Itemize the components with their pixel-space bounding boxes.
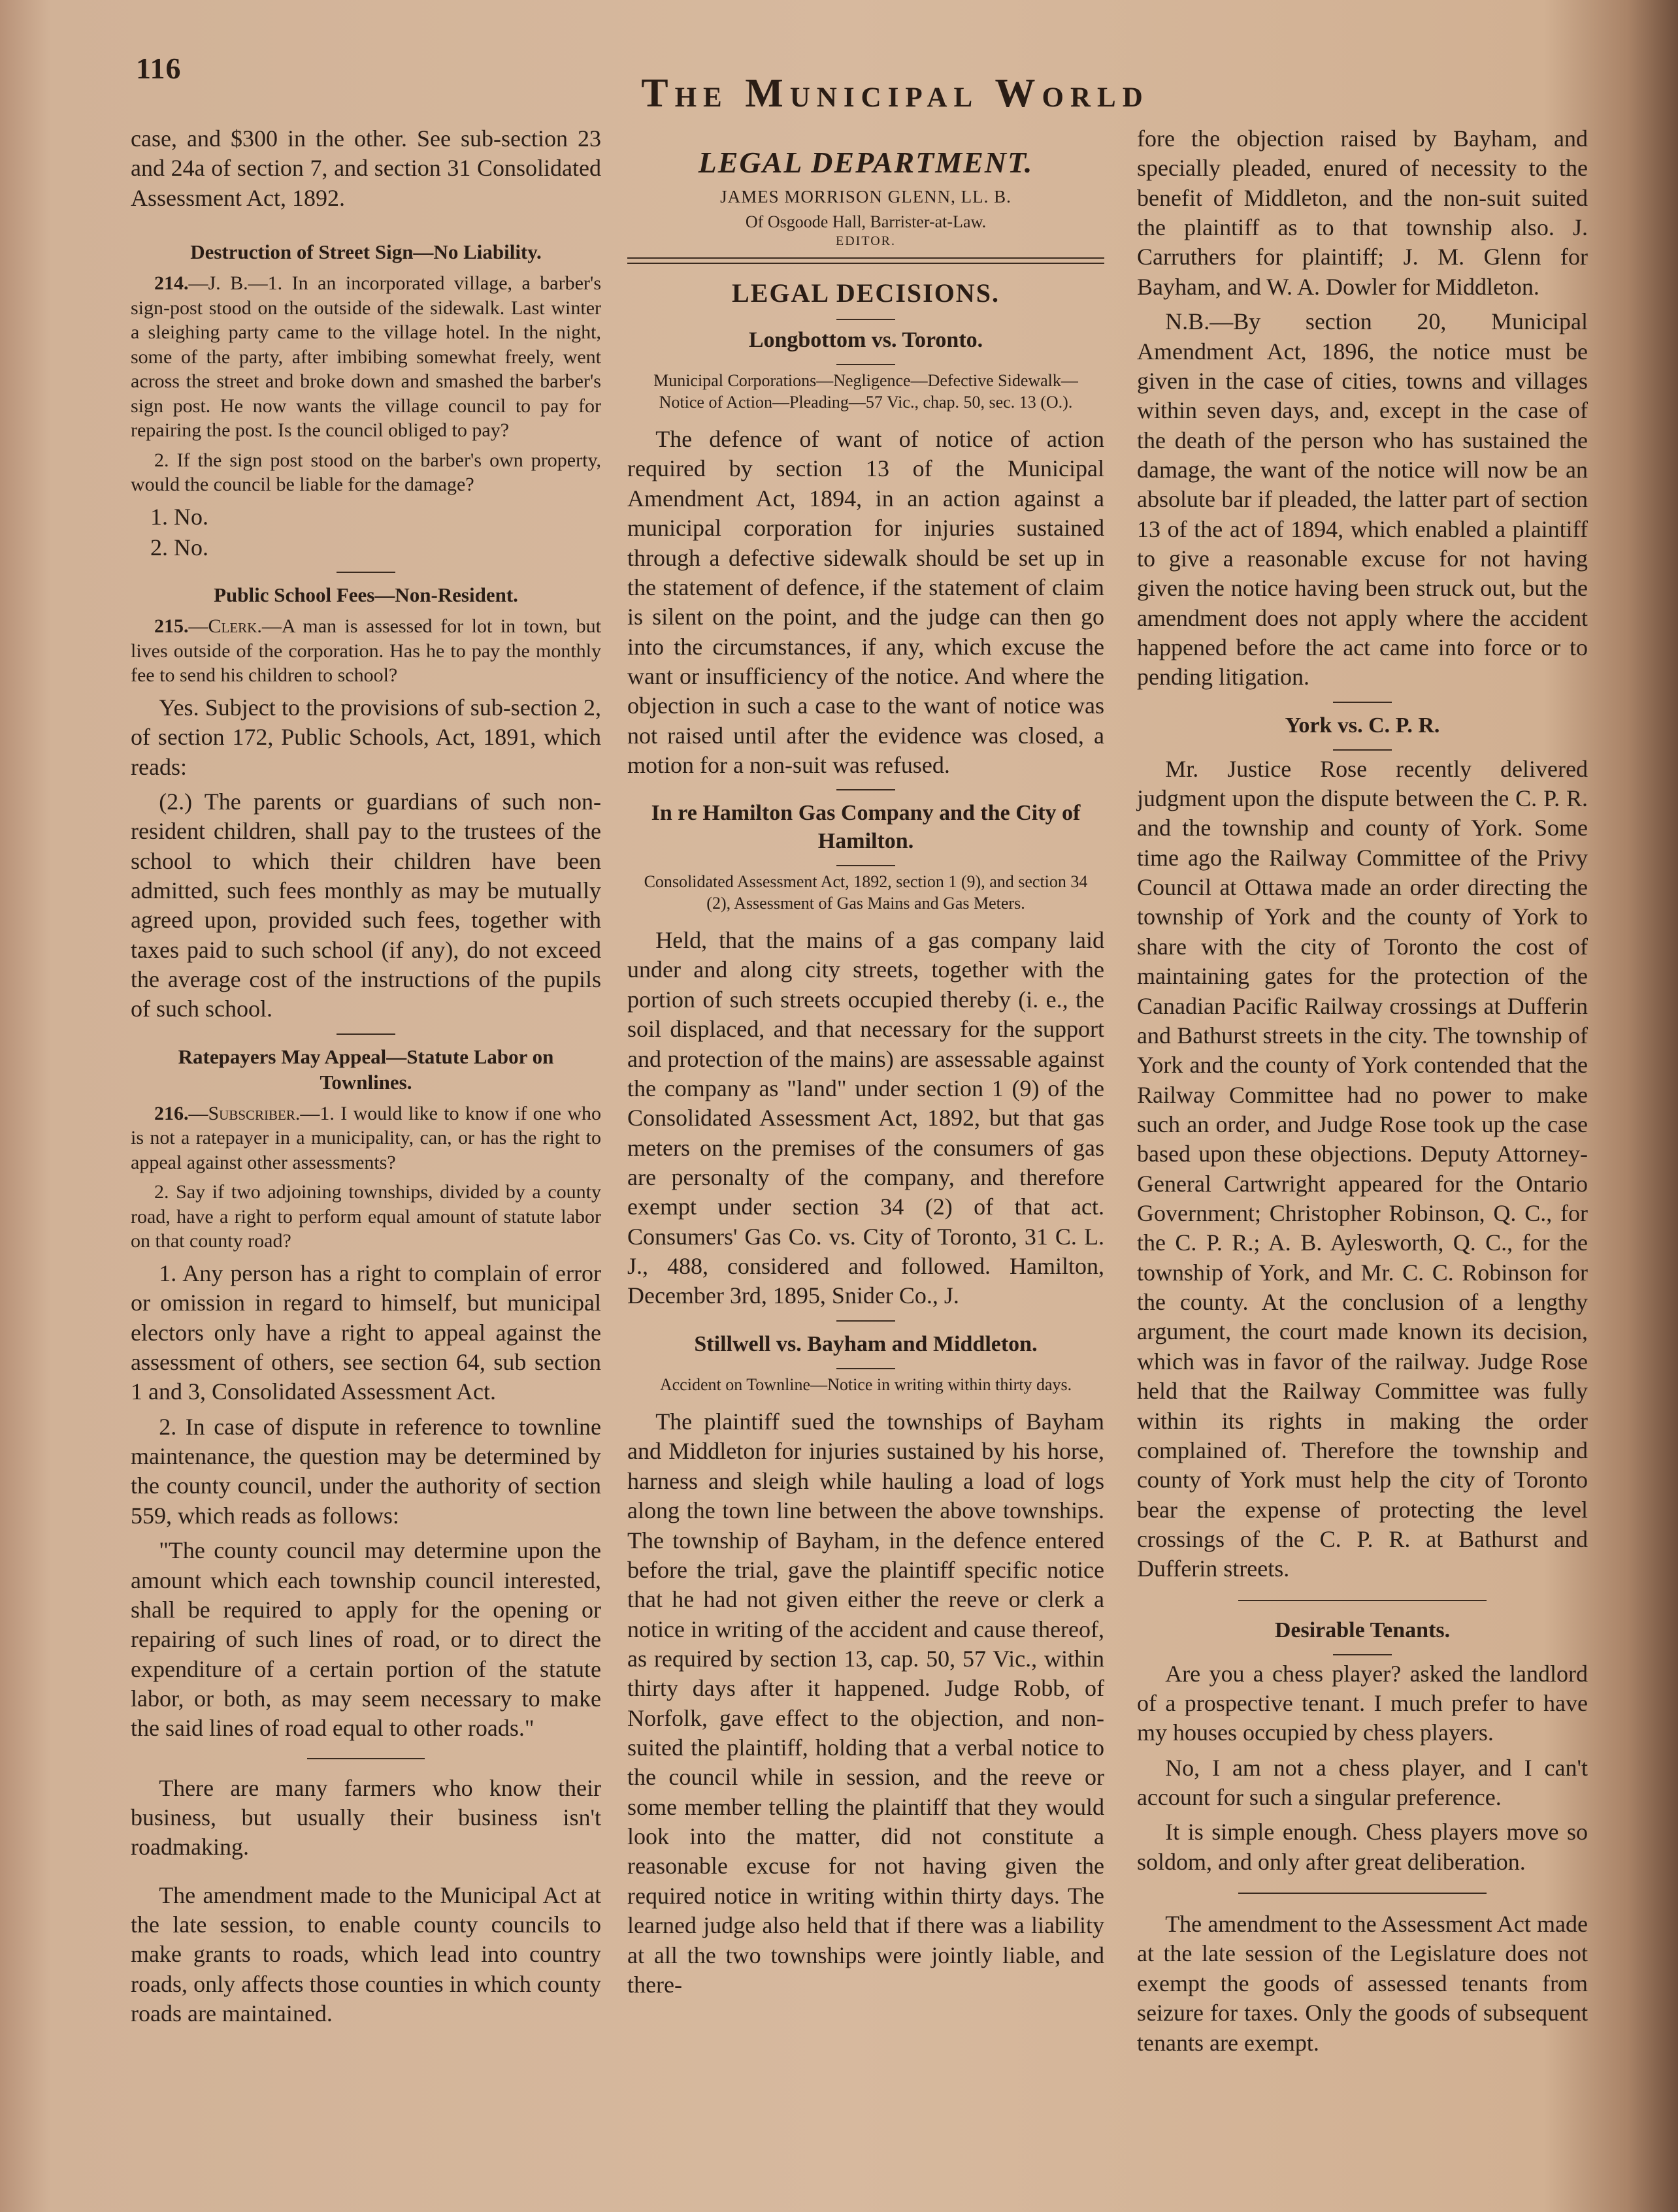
legal-decisions-title: LEGAL DECISIONS. [732,278,1000,308]
divider [836,1320,895,1322]
editor-role: EDITOR. [836,233,896,248]
tenants-paragraph-3: It is simple enough. Chess players move so soldom, and only after great deliberation. [1137,1819,1588,1875]
divider [1238,1893,1487,1894]
case-text-longbottom: The defence of want of notice of action required by section 13 of the Municipal Amendment Act, 1894, in an action against a municipal corporation for injuries sustained through a defective sidewalk should be set up in the statement of defence, if the statement of claim is silent on the point, and the judge can then go into the circumstances, if any, which excuse the want or insufficiency of the notice. And where the objection in such a case to the want of notice was not raised until after the evidence was closed, a motion for a non-suit was refused. [627,426,1104,779]
editor-location: Of Osgoode Hall, Barrister-at-Law. [745,212,987,231]
divider [836,865,895,866]
question-body: —A man is assessed for lot in town, but lives outside of the corporation. Has he to pay the monthly fee to send his children to school? [131,615,601,687]
case-continuation-stillwell: fore the objection raised by Bayham, and specially pleaded, enured of necessity to the benefit of Middleton, and the non-suit suited the plaintiff as to that township also. J. Carruthers for plaintiff; J. M. Glenn for Bayham, and W. A. Dowler for Middleton. [1137,125,1588,300]
question-number: 215. [154,615,189,638]
answer-214-1: 1. No. [150,503,208,530]
divider [307,1758,425,1759]
double-rule [627,257,1104,264]
question-number: 216. [154,1102,189,1124]
assessment-amendment-paragraph: The amendment to the Assessment Act made at the late session of the Legislature does not exempt the goods of assessed tenants from seizure for taxes. Only the goods of subsequent tenants are exempt. [1137,1911,1588,2056]
amendment-paragraph: The amendment made to the Municipal Act at the late session, to enable county councils to make grants to roads, which lead into country roads, only affects those counties in which county roads are maintained. [131,1881,601,2027]
divider [836,1368,895,1369]
divider [1333,702,1392,703]
question-214-text [131,271,601,443]
column-left [131,124,601,2034]
column-intro-paragraph: case, and $300 in the other. See sub-section 23 and 24a of section 7, and section 31 Consolidated Assessment Act, 1892. [131,125,601,211]
legal-department-title: LEGAL DEPARTMENT. [698,146,1034,179]
divider [1238,1600,1487,1601]
answer-215: Yes. Subject to the provisions of sub-section 2, of section 172, Public Schools, Act, 1891, which reads: [131,694,601,780]
question-216-text: 216.—Subscriber.—1. I would like to know if one who is not a ratepayer in a municipality, can, or has the right to appeal against other assessments? [131,1102,601,1173]
question-216-heading: Ratepayers May Appeal—Statute Labor on Townlines. [178,1045,554,1094]
answer-216-1: 1. Any person has a right to complain of error or omission in regard to himself, but municipal electors only have a right to appeal against the assessment of others, see section 64, sub section 1 and 3, Consolidated Assessment Act. [131,1260,601,1405]
question-214-heading: Destruction of Street Sign—No Liability. [190,240,542,264]
answer-214-2: 2. No. [150,534,208,561]
case-title-longbottom: Longbottom vs. Toronto. [748,328,983,353]
case-title-hamilton-gas: In re Hamilton Gas Company and the City of Hamilton. [651,801,1081,854]
case-summary-hamilton-gas: Consolidated Assessment Act, 1892, section 1 (9), and section 34 (2), Assessment of Gas Mains and Gas Meters. [644,872,1088,913]
question-number: 214. [154,272,189,295]
divider [337,572,395,573]
question-body: —J. B.—1. In an incorporated village, a barber's sign-post stood on the outside of the sidewalk. Last winter a sleighing party came to the village hotel. In the night, some of the party, after imbibing somewhat freely, went across the street and broke down and smashed the barber's sign post. He now wants the village council to pay for repairing the post. Is the council obliged to pay? [131,272,601,442]
question-body: —1. I would like to know if one who is not a ratepayer in a municipality, can, or has the right to appeal against other assessments? [131,1102,601,1173]
case-text-stillwell: The plaintiff sued the townships of Bayham and Middleton for injuries sustained by his horse, harness and sleigh while hauling a load of logs along the town line between the above townships. The township of Bayham, in the defence entered before the trial, gave the plaintiff specific notice that he had not given either the reeve or clerk a notice in writing of the accident and cause thereof, as required by section 13, cap. 50, 57 Vic., within thirty days after it happened. Judge Robb, of Norfolk, gave effect to the objection, and non-suited the plaintiff, holding that a verbal notice to the council while in session, and the reeve or some member telling the plaintiff that they would look into the matter, did not constitute a reasonable excuse for not having given the required notice in writing within thirty days. The learned judge also held that if there was a liability at all the two townships were jointly liable, and there- [627,1408,1104,1998]
question-215-heading: Public School Fees—Non-Resident. [214,583,518,607]
case-title-york-cpr: York vs. C. P. R. [1285,713,1440,738]
question-sender: Subscriber. [208,1102,301,1124]
divider [836,789,895,790]
answer-216-2: 2. In case of dispute in reference to townline maintenance, the question may be determined by the county council, under the authority of section 559, which reads as follows: [131,1413,601,1529]
tenants-paragraph-2: No, I am not a chess player, and I can't account for such a singular preference. [1137,1754,1588,1810]
page-number: 116 [136,52,182,85]
answer-216-quote: "The county council may determine upon the amount which each township council interested, shall be required to apply for the opening or repairing of such lines of road, or to direct the expenditure of a certain portion of the statute labor, or both, as may seem necessary to make the said lines of road equal to other roads." [131,1537,601,1742]
divider [337,1033,395,1035]
case-text-hamilton-gas: Held, that the mains of a gas company laid under and along city streets, together with the portion of such streets occupied thereby (i. e., the soil displaced, and that necessary for the support and protection of the mains) are assessable against the company as "land" under section 1 (9) of the Consolidated Assessment Act, 1892, but that gas meters on the premises of the consumers of gas are personalty of the company, and therefore exempt under section 34 (2) of that act. Consumers' Gas Co. vs. City of Toronto, 31 C. L. J., 488, considered and followed. Hamilton, December 3rd, 1895, Snider Co., J. [627,927,1104,1309]
divider [836,364,895,365]
farmers-paragraph: There are many farmers who know their business, but usually their business isn't roadmaking. [131,1774,601,1861]
tenants-paragraph-1: Are you a chess player? asked the landlord of a prospective tenant. I much prefer to have my houses occupied by chess players. [1137,1660,1588,1746]
masthead-title: The Municipal World [641,71,1149,116]
nota-bene-paragraph: N.B.—By section 20, Municipal Amendment Act, 1896, the notice must be given in the case of cities, towns and villages within seven days, and, except in the case of the death of the person who has sustained the damage, the want of the notice will now be an absolute bar if pleaded, the latter part of section 13 of the act of 1894, which enabled a plaintiff to give a reasonable excuse for not having given the notice having been struck out, but the amendment does not apply where the accident happened before the act came into force or to pending litigation. [1137,308,1588,691]
divider [1333,1654,1392,1655]
divider [836,319,895,320]
question-214-part-2: 2. If the sign post stood on the barber's own property, would the council be liable for the damage? [131,449,601,496]
desirable-tenants-title: Desirable Tenants. [1274,1618,1451,1642]
column-right [1137,124,1588,2063]
question-sender: Clerk. [208,615,262,638]
divider [1333,749,1392,751]
answer-215-quote: (2.) The parents or guardians of such non-resident children, shall pay to the trustees of the school to which their children have been admitted, such fees monthly as may be mutually agreed upon, provided such fees, together with taxes paid to such school (if any), do not exceed the average cost of the instructions of the pupils of such school. [131,788,601,1022]
editor-name: JAMES MORRISON GLENN, LL. B. [720,186,1012,206]
case-title-stillwell: Stillwell vs. Bayham and Middleton. [694,1331,1038,1356]
question-215-text: 215.—Clerk.—A man is assessed for lot in town, but lives outside of the corporation. Has he to pay the monthly fee to send his children to school? [131,615,601,687]
case-summary-stillwell: Accident on Townline—Notice in writing within thirty days. [659,1374,1072,1394]
case-summary-longbottom: Municipal Corporations—Negligence—Defective Sidewalk—Notice of Action—Pleading—57 Vic., chap. 50, sec. 13 (O.). [653,371,1078,412]
case-text-york-cpr: Mr. Justice Rose recently delivered judgment upon the dispute between the C. P. R. and the township and county of York. Some time ago the Railway Committee of the Privy Council at Ottawa made an order directing the township of York and the county of York to share with the city of Toronto the cost of maintaining gates for the protection of the Canadian Pacific Railway crossings at Dufferin and Bathurst streets in the city. The township of York and the county of York contended that the Railway Committee had no power to make such an order, and Judge Rose took up the case based upon these objections. Deputy Attorney-General Cartwright appeared for the Ontario Government; Christopher Robinson, Q. C., for the C. P. R.; A. B. Aylesworth, Q. C., for the township of York, and Mr. C. C. Robinson for the county. At the conclusion of a lengthy argument, the court made known its decision, which was in favor of the railway. Judge Rose held that the Railway Committee was fully within its rights in making the order complained of. Therefore the township and county of York must help the city of Toronto bear the expense of protecting the level crossings of the C. P. R. at Bathurst and Dufferin streets. [1137,755,1588,1582]
column-middle [627,124,1104,2005]
question-216-part-2: 2. Say if two adjoining townships, divided by a county road, have a right to perform equal amount of statute labor on that county road? [131,1181,601,1252]
